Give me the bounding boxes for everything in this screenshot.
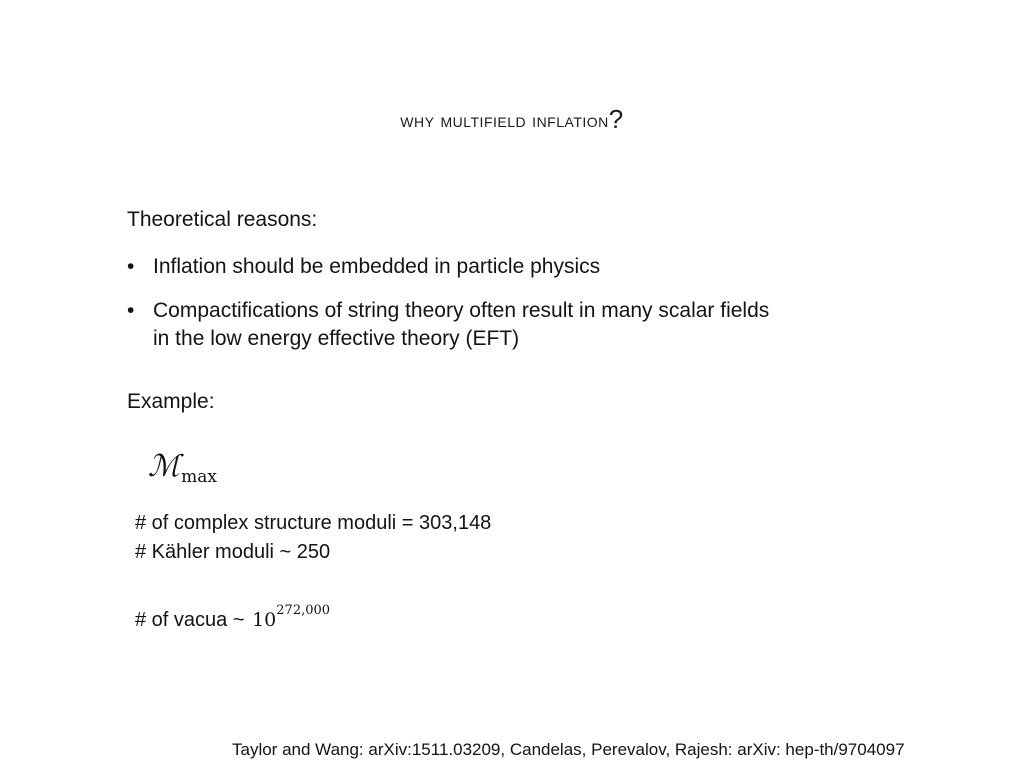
- bullet-text-continuation: in the low energy effective theory (EFT): [153, 327, 520, 350]
- vacua-stat: [135, 598, 330, 633]
- vacua-prefix: # of vacua ~: [135, 609, 245, 631]
- vacua-base: 10: [252, 609, 277, 631]
- manifold-subscript: max: [181, 467, 217, 487]
- citation: Taylor and Wang: arXiv:1511.03209, Candelas, Perevalov, Rajesh: arXiv: hep-th/9704097: [232, 740, 905, 759]
- manifold-formula: [148, 449, 217, 487]
- bullet-text: Inflation should be embedded in particle physics: [153, 255, 601, 278]
- complex-moduli-stat: # of complex structure moduli = 303,148: [135, 512, 492, 534]
- bullet-dot-icon: •: [127, 255, 135, 278]
- example-label: Example:: [127, 390, 215, 413]
- vacua-formula: [252, 603, 331, 631]
- bullet-text: Compactifications of string theory often result in many scalar fields: [153, 299, 770, 322]
- manifold-symbol: ℳ: [148, 449, 181, 484]
- theoretical-reasons-label: Theoretical reasons:: [127, 208, 318, 231]
- slide-title-text: why multifield inflation: [400, 110, 609, 132]
- slide-title: [0, 104, 1024, 135]
- slide-title-question-mark: ?: [608, 104, 624, 134]
- vacua-exponent: 272,000: [276, 603, 331, 618]
- bullet-dot-icon: •: [127, 299, 135, 322]
- kahler-moduli-stat: # Kähler moduli ~ 250: [135, 541, 331, 563]
